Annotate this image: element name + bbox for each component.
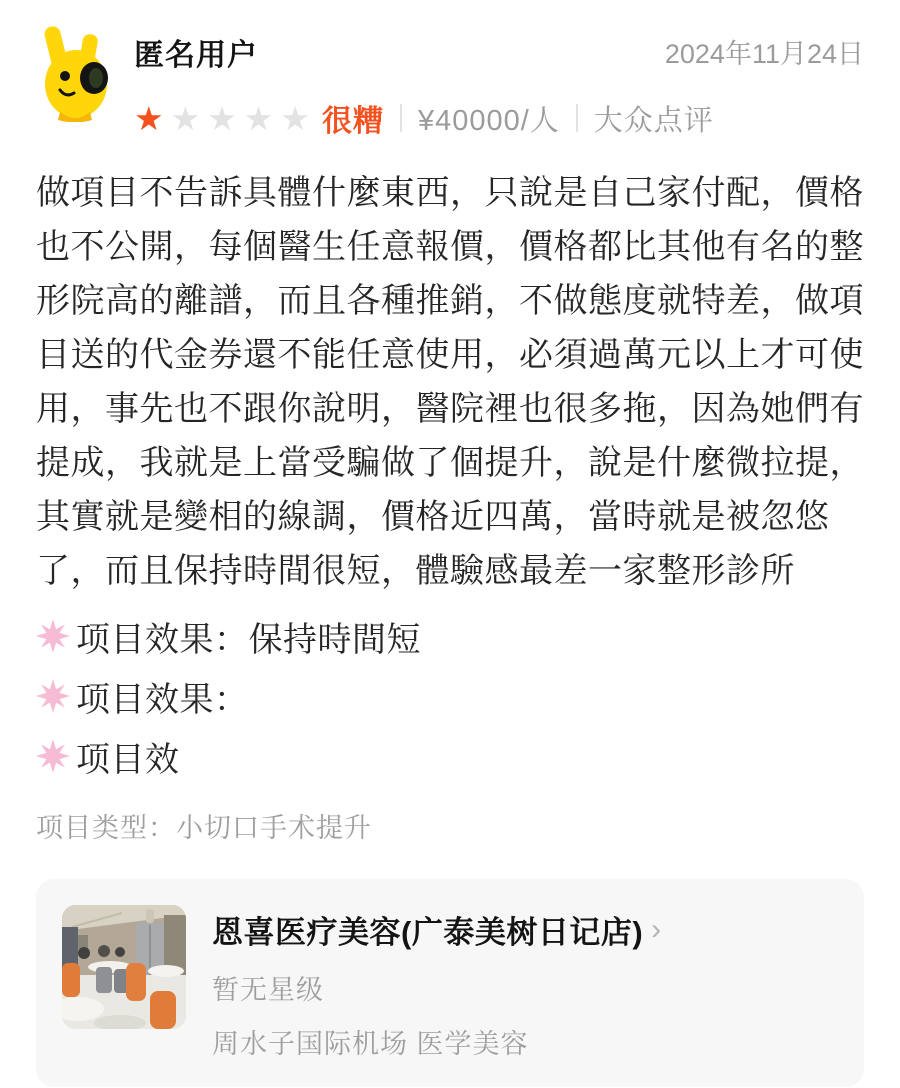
shop-rating-text: 暂无星级 [212,975,324,1005]
review-source: 大众点评 [593,104,714,137]
tag-text: 项目效果：保持時間短 [76,620,421,659]
shop-location-category: 周水子国际机场 医学美容 [212,1029,529,1059]
rating-row [134,96,864,140]
review-header [36,24,864,140]
pink-sparkle-icon [36,739,70,773]
tag-row [36,606,864,666]
username: 匿名用户 [134,39,258,72]
project-type: 项目类型：小切口手术提升 [36,813,372,843]
price-per-person: ¥40000/人 [417,104,560,137]
rating-label: 很糟 [321,105,384,138]
shop-card[interactable] [36,879,864,1087]
star-icon: ★ [134,99,164,137]
pink-sparkle-icon [36,619,70,653]
shop-info [212,905,838,1061]
star-rating [134,99,310,137]
shop-thumbnail [62,905,186,1029]
star-icon: ★ [280,99,310,137]
review-tags [36,606,864,786]
review-body-text: 做項目不告訴具體什麼東西，只說是自己家付配，價格也不公開，每個醫生任意報價，價格都比其他有名的整形院高的離譜，而且各種推銷，不做態度就特差，做項目送的代金券還不能任意使用，必須過萬元以上才可使用，事先也不跟你說明，醫院裡也很多拖，因為她們有提成，我就是上當受騙做了個提升，說是什麼微拉提，其實就是變相的線調，價格近四萬，當時就是被忽悠了，而且保持時間很短，體驗感最差一家整形診所 [36,174,864,590]
star-icon: ★ [207,99,237,137]
chevron-right-icon: › [651,912,662,946]
shop-name: 恩喜医疗美容(广泰美树日记店) [212,915,644,950]
star-icon: ★ [170,99,201,137]
tag-text: 项目效果： [76,680,249,719]
header-main [134,24,864,140]
star-icon: ★ [243,99,274,137]
tag-text: 项目效 [76,740,180,779]
tag-row [36,726,864,786]
tag-row [36,666,864,726]
divider [576,104,578,132]
avatar[interactable] [36,24,120,122]
divider [400,104,402,132]
shop-interior-image [62,905,186,1029]
mascot-avatar-icon [36,24,120,122]
review-date: 2024年11月24日 [664,39,864,69]
pink-sparkle-icon [36,679,70,713]
